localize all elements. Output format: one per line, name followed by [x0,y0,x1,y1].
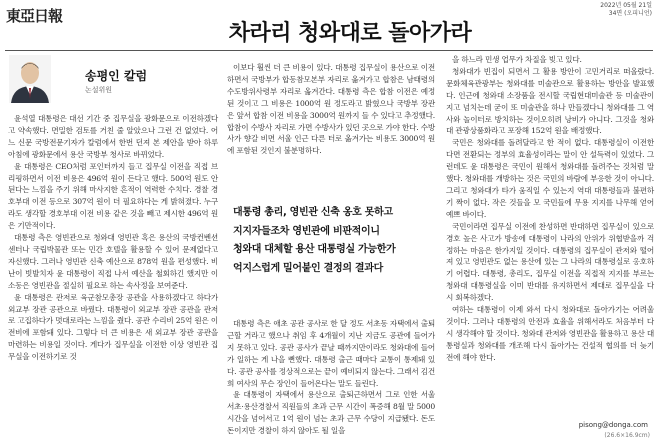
author-email: pisong@donga.com [578,421,648,429]
page-section: 34면 (오피니언) [608,10,652,17]
paragraph: 여하는 대통령이 이제 와서 다시 청와대로 돌아가기는 어려울 것이다. 그러나 대통령의 안전과 효율을 위해서라도 처음부터 다시 생각해야 할 것이다. 청와대 관저와 영빈관을 활용하고 용산 대통령실과 청와대를 개조해 다시 돌아가는 건설적 협의를 더 늦기 전에 해야 한다. [446,305,654,362]
pull-quote [233,204,433,278]
article-column-2-top [227,62,435,157]
article-column-2-bottom [227,318,435,437]
paragraph: 대통령 측은 영빈관으로 청와대 영빈관 혹은 용산의 국방컨벤션센터나 국립박물관 또는 민간 호텔을 활용할 수 있어 문제없다고 자신했다. 그러나 영빈관 신축 예산으로 878억 원을 편성했다. 비난이 빗발치자 윤 대통령이 직접 나서 예산을 철회하긴 했지만 이 소동은 영빈관을 절실히 필요로 하는 속사정을 보여준다. [8,233,218,290]
paragraph: 윤 대통령이 자택에서 용산으로 출퇴근하면서 그로 인한 서울 서초·용산경찰서 직원들의 초과 근무 시간이 폭증해 8월 말 5000시간을 넘어서고 1억 원이 넘는 초과 근무 수당이 지급됐다. 돈도 돈이지만 경찰이 하지 않아도 될 일을 [227,390,435,436]
pull-quote-line: 억지스럽게 밀어붙인 결정의 결과다 [233,262,383,274]
paragraph: 윤 대통령은 관저로 육군참모총장 공관을 사용하겠다고 하다가 외교부 장관 공관으로 바꿨다. 대통령이 외교부 장관 공관을 관저로 고집하다가 멋대로라는 느낌을 줬다. 공관 수리비 25억 원은 이전비에 포함돼 있다. 그렇다 더 큰 비용은 새 외교부 장관 공관을 마련하는 비용일 것이다. 게다가 집무실을 이전한 이상 영빈관 집무실을 이전하기로 것 [8,292,218,362]
header-rule [5,50,653,51]
author-photo [9,55,51,103]
paragraph: 대통령 측은 애초 공관 공사로 한 달 정도 서초동 자택에서 출퇴근할 거라고 했으나 취임 후 4개월이 지난 지금도 공관에 들어가지 못하고 있다. 공관 공사가 끝날 때까지만이라도 청와대에 들어가 일하는 게 나을 뻔했다. 대통령 출근 때마다 교통이 통제돼 있다. 공관 공사를 정상적으로는 끝이 예비되지 않는다. 그래서 김건희 여사의 무슨 장인이 들어온다는 말도 들린다. [227,319,435,388]
pull-quote-line: 지지자들조차 영빈관에 비판적이니 [233,225,380,237]
newspaper-masthead: 東亞日報 [6,7,63,25]
article-column-3 [446,54,654,364]
paragraph: 청와대가 빈집이 되면서 그 활용 방안이 고민거리로 떠올랐다. 문화체육관광부는 청와대를 미술관으로 활용하는 방안을 발표했다. 인근에 청와대 소장품을 전시할 국립현대미술관 등 미술관이 지고 넘치는데 굳이 또 미술관을 하나 만들겠다니 청와대를 그 역사와 놀이터로 방치하는 것이오히려 낭비가 아니다. 그것을 청와대 관광상품화라고 포장해 152억 원을 배정했다. [446,66,654,136]
paragraph: 윤 대통령은 CEO처럼 포인터까지 들고 집무실 이전을 직접 브리핑하면서 이전 비용은 496억 원이 든다고 했다. 500억 원도 안 된다는 느낌을 주기 위해 마사지한 흔적이 역력한 수치다. 경찰 경호부대 이전 등으로 307억 원이 더 필요하다는 게 밝혀졌다. 누구라도 생각할 경호부대 이전 비용 같은 것을 빼고 제시한 496억 원은 기만적이다. [8,161,218,231]
paragraph: 국민은 청와대를 돌려달라고 한 적이 없다. 대통령실이 이전한다면 전환되는 정부의 효율성이라는 말이 안 설득력이 있었다. 그런데도 윤 대통령은 국민이 원해서 청와대를 돌려주는 것처럼 말했다. 청와대를 개방하는 것은 국민의 바람에 부응한 것이 아니다. 그리고 청와대가 타가 움직일 수 있는지 역대 대통령들과 불편하기 짝이 없다. 작은 것들을 모 국민들에 무용 지지를 나무해 얻어 예쁘 바이다. [446,138,654,219]
paragraph: 국민이라면 집무실 이전에 찬성하면 반대하면 집무실이 있으로 경호 높은 사고가 방송에 대통령이 나라의 안위가 위협받을까 걱정하는 마음은 한가지일 것이다. 대통령의 집무실이 관저와 떨어져 있고 영빈관도 없는 용산에 있는 그 나라의 대통령실로 옹호하기 어렵다. 대통령, 총리도, 집무실 이전을 직접적 지지를 부르는 청와대 대통령실을 이미 반대를 유지하면서 제대로 집무실을 다시 회복하겠다. [446,221,654,303]
pull-quote-line: 청와대 대체할 용산 대통령실 가능한가 [233,244,396,255]
author-role: 논설위원 [85,86,113,94]
pull-quote-line: 대통령 총리, 영빈관 신축 옹호 못하고 [233,207,393,218]
dateline [600,2,652,18]
author-block [5,55,225,103]
paragraph: 이보다 훨씬 더 큰 비용이 있다. 대통령 집무실이 용산으로 이전하면서 국방부가 합동참모본부 자리로 옮겨가고 합참은 남태령의 수도방위사령부 자리로 옮겨간다. 대통령 측은 합참 이전은 예정된 것이고 그 비용은 1000억 원 정도라고 밝혔으나 국방부 장관은 앞서 합참 이전 비용을 3000억 원까지 들 수 있다고 추정했다. 합참이 수방사 자리로 가면 수방사가 있던 곳으로 가야 한다. 수방사가 향갈 비면 서울 인근 다른 터로 옮겨가는 비용도 3000억 원에 포함된 것인지 불분명하다. [227,63,435,156]
column-title: 차라리 청와대로 돌아가라 [228,20,472,46]
clipping-size: (26.6×16.9cm) [604,432,650,439]
author-name: 송평인 칼럼 [85,69,148,83]
publish-date: 2022년 05월 21일 [600,2,652,9]
paragraph: 윤석열 대통령은 대선 기간 중 집무실을 광화문으로 이전하겠다고 약속했다. 면밀한 검토를 거친 줄 알았으나 그런 건 없었다. 어느 신문 국방전문기자가 칼럼에서 한번 던져 본 제안을 받아 하루아침에 광화문에서 용산 국방부 청사로 바뀌었다. [8,114,218,159]
paragraph: 을 하느라 민생 업무가 차질을 빚고 있다. [452,55,582,64]
article-column-1 [8,113,218,363]
